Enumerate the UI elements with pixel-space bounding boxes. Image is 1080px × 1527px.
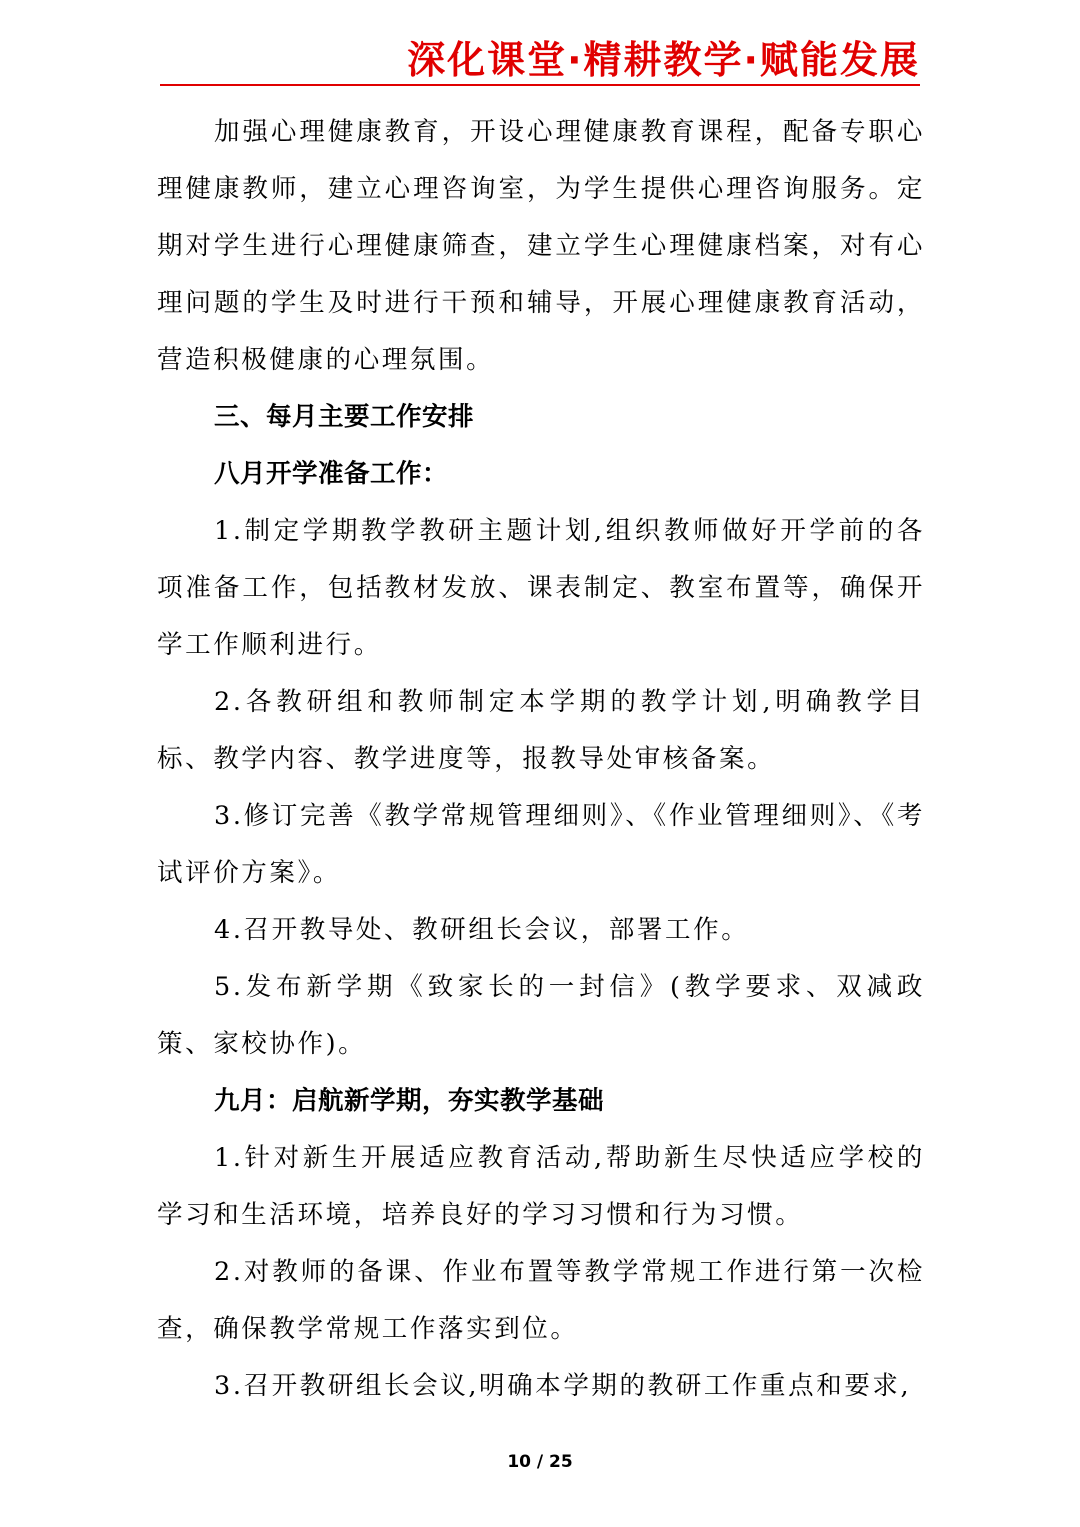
section-heading-monthly-schedule: 三、每月主要工作安排 xyxy=(214,402,475,432)
paragraph-mental-health: 加强心理健康教育，开设心理健康教育课程，配备专职心理健康教师，建立心理咨询室，为学生提供心理咨询服务。定期对学生进行心理健康筛查，建立学生心理健康档案，对有心理问题的学生及时进行干预和辅导，开展心理健康教育活动，营造积极健康的心理氛围。 xyxy=(157,117,925,375)
header-divider xyxy=(160,84,920,86)
list-item: 1.制定学期教学教研主题计划,组织教师做好开学前的各项准备工作，包括教材发放、课表制定、教室布置等，确保开学工作顺利进行。 xyxy=(157,516,925,660)
subheading-september: 九月：启航新学期，夯实教学基础 xyxy=(214,1086,605,1116)
list-item: 2.对教师的备课、作业布置等教学常规工作进行第一次检查，确保教学常规工作落实到位。 xyxy=(157,1257,925,1344)
list-item: 3.召开教研组长会议,明确本学期的教研工作重点和要求, xyxy=(214,1371,912,1401)
page-number: 10 / 25 xyxy=(507,1452,573,1472)
subheading-august: 八月开学准备工作： xyxy=(214,459,449,489)
list-item: 2.各教研组和教师制定本学期的教学计划,明确教学目标、教学内容、教学进度等，报教导处审核备案。 xyxy=(157,687,925,774)
header-title: 深化课堂·精耕教学·赋能发展 xyxy=(407,38,920,82)
list-item: 1.针对新生开展适应教育活动,帮助新生尽快适应学校的学习和生活环境，培养良好的学习习惯和行为习惯。 xyxy=(157,1143,925,1230)
list-item: 4.召开教导处、教研组长会议，部署工作。 xyxy=(214,915,750,945)
list-item: 3.修订完善《教学常规管理细则》、《作业管理细则》、《考试评价方案》。 xyxy=(157,801,925,888)
document-body xyxy=(157,104,925,1415)
list-item: 5.发布新学期《致家长的一封信》(教学要求、双减政策、家校协作)。 xyxy=(157,972,925,1059)
